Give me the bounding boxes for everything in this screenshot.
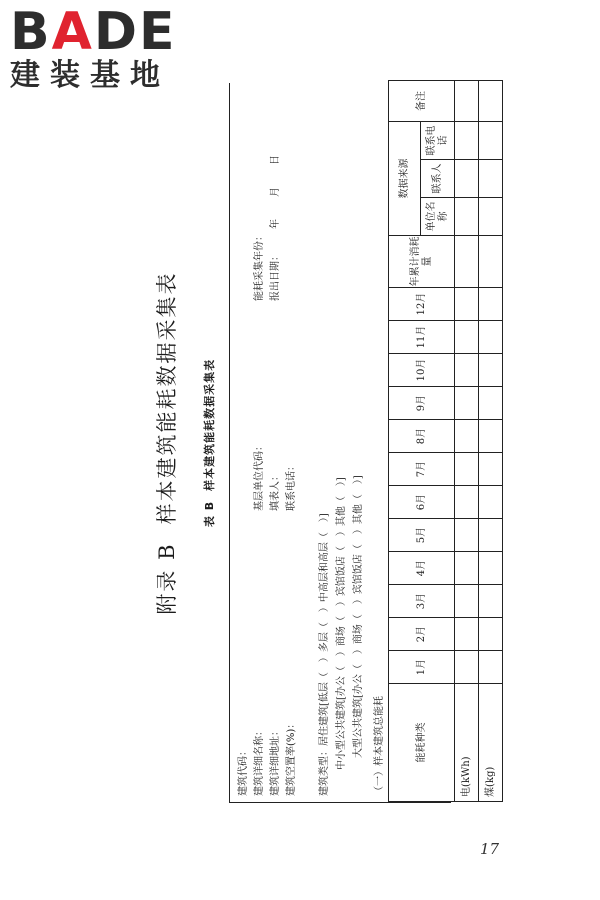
table-row: [455, 80, 479, 801]
table-cell: [479, 387, 503, 420]
info-row: [252, 88, 268, 796]
table-cell: [455, 387, 479, 420]
table-caption-title: 样本建筑能耗数据采集表: [203, 358, 216, 491]
table-cell: [455, 519, 479, 552]
table-cell: [479, 585, 503, 618]
table-cell: [455, 321, 479, 354]
table-cell: [455, 160, 479, 198]
month-unit: 月: [270, 187, 281, 197]
table-cell: [479, 288, 503, 321]
building-types-block: [316, 475, 367, 796]
table-cell: [455, 420, 479, 453]
table-cell: [479, 354, 503, 387]
table-cell: [455, 651, 479, 684]
bade-logo: [10, 4, 190, 94]
building-address-label: 建筑详细地址：: [270, 726, 281, 796]
table-cell: [479, 552, 503, 585]
energy-consumption-table: [388, 80, 503, 802]
month-header: 5月: [389, 519, 455, 552]
remarks-header: 备注: [389, 80, 455, 121]
table-cell: [479, 420, 503, 453]
info-row: [284, 88, 300, 796]
contact-phone-label: 联系电话：: [286, 461, 297, 511]
building-type-large-public: 大型公共建筑[办公（ ）商场（ ）宾馆饭店（ ）其他（ ）]: [353, 475, 364, 758]
table-cell: [479, 453, 503, 486]
vacancy-rate-label: 建筑空置率(%)：: [286, 718, 297, 796]
table-cell: [455, 486, 479, 519]
table-caption-tag: 表 B: [203, 500, 216, 528]
table-header-row: [389, 80, 421, 801]
appendix-number: 附录 B: [155, 542, 179, 615]
data-source-unit-name-header: 单位名称: [421, 198, 455, 236]
table-cell: [455, 618, 479, 651]
building-type-small-public: 中小型公共建筑[办公（ ）商场（ ）宾馆饭店（ ）其他（ ）]: [336, 477, 347, 770]
report-date-field: [268, 155, 284, 301]
table-cell: [479, 651, 503, 684]
building-type-residential: 建筑类型：居住建筑[低层（ ）多层（ ）中高层和高层（ ）]: [319, 513, 330, 796]
table-cell: [455, 288, 479, 321]
table-row: [479, 80, 503, 801]
table-caption: [201, 83, 217, 803]
appendix-heading: 样本建筑能耗数据采集表: [155, 271, 179, 525]
rotated-page-content: [151, 83, 496, 803]
page-number: 17: [480, 840, 500, 858]
info-row: [236, 88, 252, 796]
table-cell: [455, 354, 479, 387]
energy-type-cell: 电(kWh): [455, 684, 479, 802]
month-header: 7月: [389, 453, 455, 486]
month-header: 11月: [389, 321, 455, 354]
building-name-label: 建筑详细名称：: [254, 726, 265, 796]
table-cell: [479, 160, 503, 198]
month-header: 12月: [389, 288, 455, 321]
table-cell: [479, 486, 503, 519]
month-header: 9月: [389, 387, 455, 420]
table-cell: [455, 453, 479, 486]
data-source-contact-header: 联系人: [421, 160, 455, 198]
table-cell: [455, 121, 479, 159]
data-collection-form: [229, 83, 496, 803]
logo-wordmark: BADE: [10, 2, 177, 62]
table-cell: [479, 80, 503, 121]
year-unit: 年: [270, 219, 281, 229]
energy-type-header: 能耗种类: [389, 684, 455, 802]
report-date-label: 报出日期：: [270, 251, 281, 301]
day-unit: 日: [270, 155, 281, 165]
table-cell: [455, 585, 479, 618]
month-header: 1月: [389, 651, 455, 684]
table-cell: [479, 236, 503, 288]
building-info-block: [236, 88, 300, 796]
month-header: 4月: [389, 552, 455, 585]
annual-total-header: 年累计消耗量: [389, 236, 455, 288]
month-header: 2月: [389, 618, 455, 651]
table-cell: [455, 552, 479, 585]
filler-label: 填表人：: [270, 471, 281, 511]
unit-code-label: 基层单位代码：: [254, 441, 265, 511]
info-row: [268, 88, 284, 796]
month-header: 8月: [389, 420, 455, 453]
logo-subtitle: 建装基地: [10, 58, 170, 93]
collection-year-label: 能耗采集年份：: [254, 231, 265, 301]
table-cell: [479, 198, 503, 236]
table-cell: [479, 519, 503, 552]
table-cell: [455, 198, 479, 236]
month-header: 10月: [389, 354, 455, 387]
table-cell: [455, 80, 479, 121]
building-code-label: 建筑代码：: [238, 746, 249, 796]
table-cell: [479, 121, 503, 159]
table-cell: [455, 236, 479, 288]
table-cell: [479, 321, 503, 354]
table-cell: [479, 618, 503, 651]
month-header: 6月: [389, 486, 455, 519]
month-header: 3月: [389, 585, 455, 618]
section-label: （一）样本建筑总能耗: [374, 696, 385, 796]
appendix-title: [151, 83, 181, 803]
data-source-header: 数据来源: [389, 121, 421, 235]
data-source-phone-header: 联系电话: [421, 121, 455, 159]
energy-type-cell: 煤(kg): [479, 684, 503, 802]
